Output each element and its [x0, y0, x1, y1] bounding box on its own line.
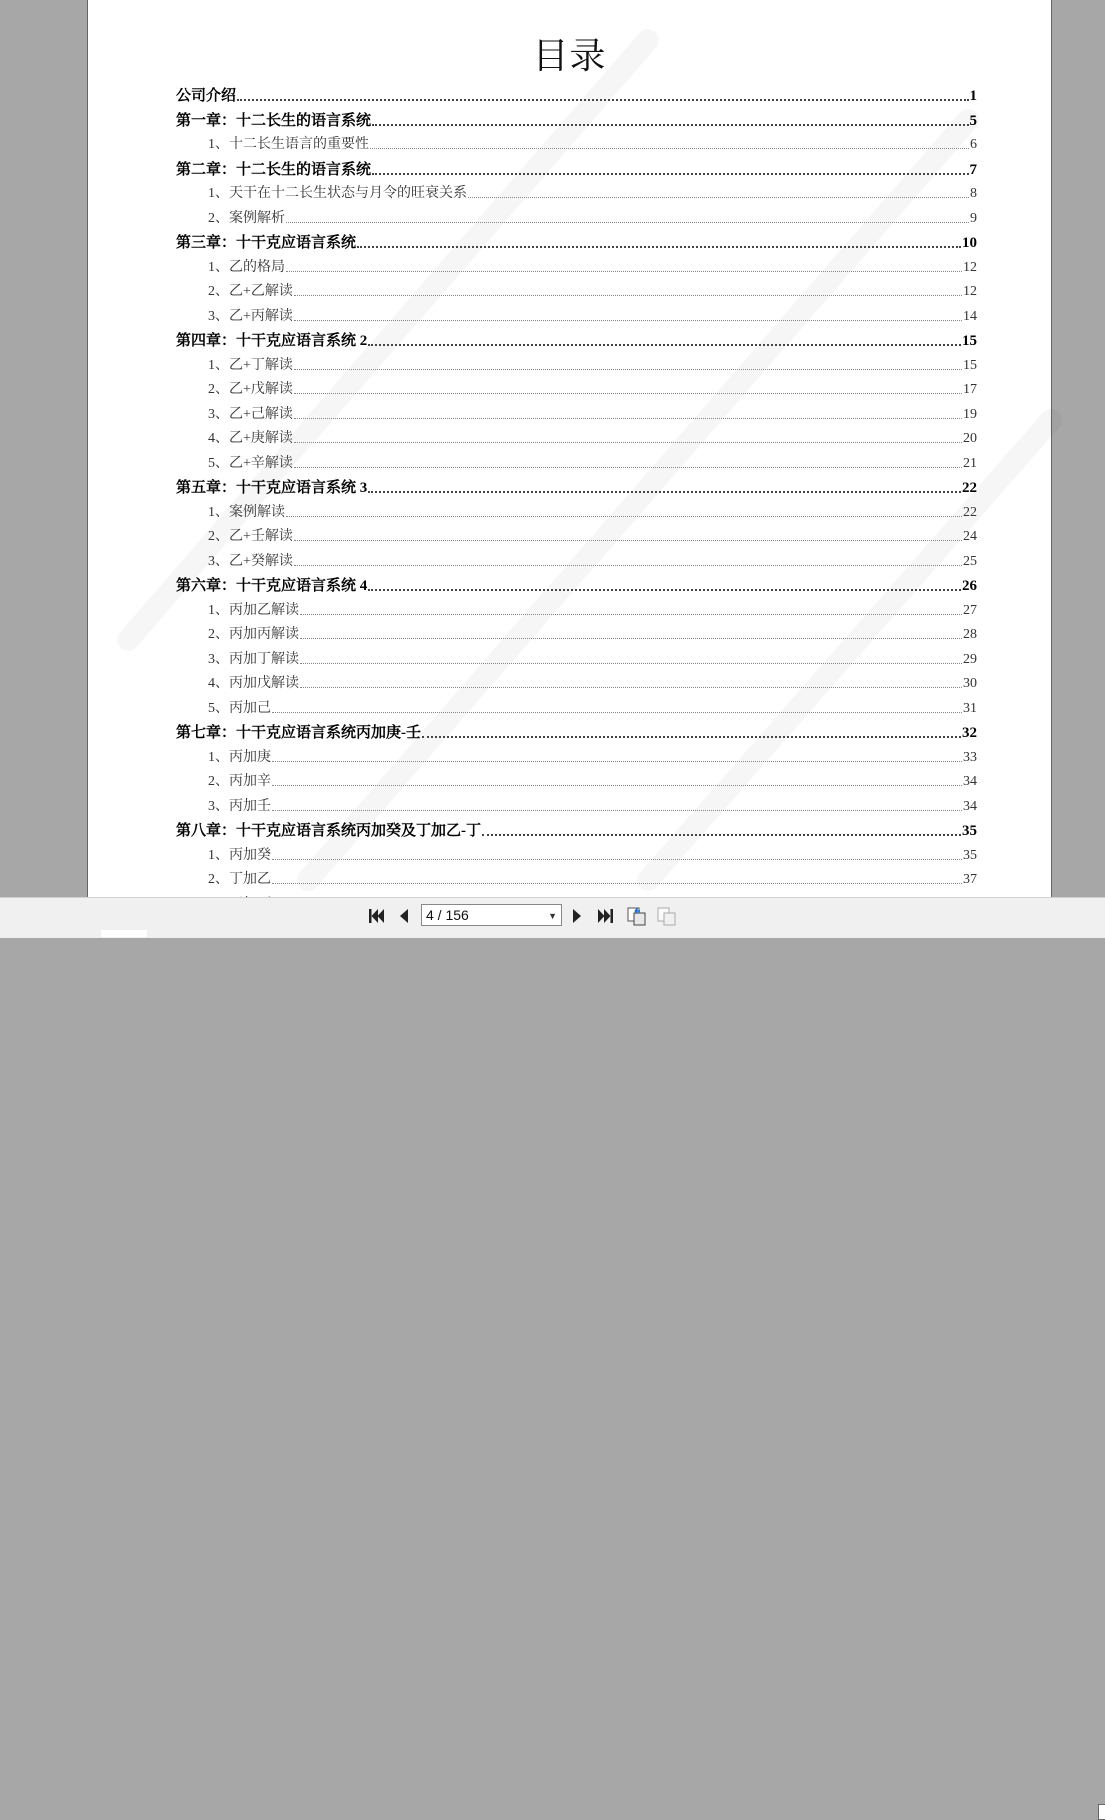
toc-page-number: 32 — [962, 725, 977, 741]
toc-section-entry[interactable] — [208, 452, 977, 472]
toc-leader-dots — [368, 344, 961, 346]
toc-section-entry[interactable] — [208, 501, 977, 521]
page-indicator: 4 / 156 — [426, 907, 469, 923]
toc-page-number: 30 — [963, 676, 977, 691]
toc-leader-dots — [368, 589, 961, 591]
toc-label: 2、乙+壬解读 — [208, 529, 293, 544]
toc-label: 3、丙加丁解读 — [208, 652, 299, 667]
next-page-button[interactable] — [569, 904, 585, 928]
toc-label: 第四章：十干克应语言系统 2 — [176, 333, 368, 349]
toc-leader-dots — [272, 883, 962, 884]
toc-page-number: 10 — [962, 235, 977, 251]
toc-section-entry[interactable] — [208, 207, 977, 227]
toc-label: 1、案例解读 — [208, 505, 285, 520]
toc-section-entry[interactable] — [208, 133, 977, 153]
toc-leader-dots — [272, 712, 962, 713]
toc-label: 公司介绍 — [176, 88, 237, 104]
sidebar-toggle-icon[interactable] — [1098, 1804, 1105, 1820]
toc-section-entry[interactable] — [208, 182, 977, 202]
first-page-button[interactable] — [366, 904, 386, 928]
toc-section-entry[interactable] — [208, 770, 977, 790]
toc-label: 5、乙+辛解读 — [208, 456, 293, 471]
toc-leader-dots — [286, 516, 962, 517]
toc-label: 5、丙加己 — [208, 701, 271, 716]
toc-leader-dots — [370, 148, 969, 149]
toc-leader-dots — [294, 442, 962, 443]
toc-page-number: 24 — [963, 529, 977, 544]
toc-chapter-entry[interactable] — [176, 231, 977, 252]
toc-chapter-entry[interactable] — [176, 721, 977, 742]
toc-page-number: 35 — [962, 823, 977, 839]
toc-section-entry[interactable] — [208, 672, 977, 692]
toc-leader-dots — [237, 99, 968, 101]
toc-chapter-entry[interactable] — [176, 158, 977, 179]
toc-leader-dots — [272, 761, 962, 762]
next-page-icon — [570, 907, 584, 925]
toc-leader-dots — [422, 736, 961, 738]
toc-page-number: 25 — [963, 554, 977, 569]
toc-leader-dots — [357, 246, 961, 248]
toc-page-number: 14 — [963, 309, 977, 324]
toc-label: 2、乙+戊解读 — [208, 382, 293, 397]
go-forward-button[interactable] — [656, 904, 678, 928]
toc-page-number: 8 — [970, 186, 977, 201]
toc-label: 1、丙加乙解读 — [208, 603, 299, 618]
toc-section-entry[interactable] — [208, 550, 977, 570]
toc-label: 3、乙+己解读 — [208, 407, 293, 422]
toc-section-entry[interactable] — [208, 305, 977, 325]
toc-page-number: 33 — [963, 750, 977, 765]
toc-page-number: 6 — [970, 137, 977, 152]
previous-page-button[interactable] — [396, 904, 412, 928]
toc-leader-dots — [482, 834, 961, 836]
toc-page-number: 37 — [963, 872, 977, 887]
first-page-icon — [367, 907, 385, 925]
document-page — [87, 0, 1052, 897]
toc-leader-dots — [368, 491, 961, 493]
toc-page-number: 5 — [969, 113, 977, 129]
toc-chapter-entry[interactable] — [176, 84, 977, 105]
toc-label: 3、乙+癸解读 — [208, 554, 293, 569]
toc-section-entry[interactable] — [208, 403, 977, 423]
previous-page-icon — [397, 907, 411, 925]
toc-label: 第五章：十干克应语言系统 3 — [176, 480, 368, 496]
toc-section-entry[interactable] — [208, 599, 977, 619]
toc-chapter-entry[interactable] — [176, 819, 977, 840]
toc-section-entry[interactable] — [208, 256, 977, 276]
toc-leader-dots — [294, 295, 962, 296]
toc-label: 1、乙+丁解读 — [208, 358, 293, 373]
toc-page-number: 26 — [962, 578, 977, 594]
toc-page-number: 21 — [963, 456, 977, 471]
toc-page-number: 19 — [963, 407, 977, 422]
toc-section-entry[interactable] — [208, 746, 977, 766]
toc-section-entry[interactable] — [208, 868, 977, 888]
toc-section-entry[interactable] — [208, 280, 977, 300]
toc-page-number: 12 — [963, 260, 977, 275]
toc-label: 4、丙加戊解读 — [208, 676, 299, 691]
toc-page-number: 1 — [969, 88, 977, 104]
status-tab — [101, 930, 147, 937]
toc-label: 3、乙+丙解读 — [208, 309, 293, 324]
toc-leader-dots — [294, 369, 962, 370]
chevron-down-icon: ▼ — [548, 911, 557, 921]
toc-leader-dots — [468, 197, 969, 198]
toc-label: 2、丙加丙解读 — [208, 627, 299, 642]
go-back-button[interactable] — [626, 904, 648, 928]
toc-page-number: 22 — [962, 480, 977, 496]
toc-leader-dots — [272, 859, 962, 860]
last-page-icon — [597, 907, 615, 925]
toc-page-number: 9 — [970, 211, 977, 226]
toc-chapter-entry[interactable] — [176, 574, 977, 595]
toc-page-number: 28 — [963, 627, 977, 642]
toc-label: 1、乙的格局 — [208, 260, 285, 275]
toc-label: 1、丙加癸 — [208, 848, 271, 863]
toc-page-number: 34 — [963, 799, 977, 814]
toc-section-entry[interactable] — [208, 623, 977, 643]
toc-page-number: 31 — [963, 701, 977, 716]
toc-label: 2、案例解析 — [208, 211, 285, 226]
toc-page-number: 20 — [963, 431, 977, 446]
toc-label: 第六章：十干克应语言系统 4 — [176, 578, 368, 594]
last-page-button[interactable] — [596, 904, 616, 928]
go-forward-icon — [656, 905, 678, 927]
toc-leader-dots — [286, 222, 969, 223]
toc-leader-dots — [294, 320, 962, 321]
toc-leader-dots — [300, 614, 962, 615]
toc-section-entry[interactable] — [208, 795, 977, 815]
toc-page-number: 29 — [963, 652, 977, 667]
toc-page-number: 15 — [963, 358, 977, 373]
toc-leader-dots — [294, 467, 962, 468]
toc-page-number: 7 — [969, 162, 977, 178]
toc-leader-dots — [372, 173, 968, 175]
viewer-toolbar — [0, 897, 1105, 938]
toc-leader-dots — [300, 638, 962, 639]
toc-section-entry[interactable] — [208, 525, 977, 545]
toc-leader-dots — [294, 418, 962, 419]
toc-page-number: 35 — [963, 848, 977, 863]
toc-chapter-entry[interactable] — [176, 329, 977, 350]
toc-section-entry[interactable] — [208, 697, 977, 717]
toc-leader-dots — [272, 810, 962, 811]
toc-page-number: 22 — [963, 505, 977, 520]
toc-leader-dots — [294, 565, 962, 566]
page-number-field[interactable] — [421, 904, 562, 926]
toc-page-number: 15 — [962, 333, 977, 349]
toc-page-number: 34 — [963, 774, 977, 789]
toc-label: 第八章：十干克应语言系统丙加癸及丁加乙-丁 — [176, 823, 481, 839]
toc-label: 1、天干在十二长生状态与月令的旺衰关系 — [208, 186, 467, 201]
toc-leader-dots — [294, 393, 962, 394]
toc-chapter-entry[interactable] — [176, 476, 977, 497]
toc-section-entry[interactable] — [208, 354, 977, 374]
toc-label: 第二章：十二长生的语言系统 — [176, 162, 372, 178]
toc-label: 2、乙+乙解读 — [208, 284, 293, 299]
toc-page-number: 27 — [963, 603, 977, 618]
toc-label: 第三章：十干克应语言系统 — [176, 235, 357, 251]
toc-leader-dots — [286, 271, 962, 272]
toc-section-entry[interactable] — [208, 378, 977, 398]
page-title: 目录 — [532, 36, 607, 77]
toc-page-number: 12 — [963, 284, 977, 299]
toc-label: 第七章：十干克应语言系统丙加庚-壬 — [176, 725, 421, 741]
toc-label: 1、十二长生语言的重要性 — [208, 137, 369, 152]
toc-label: 2、丙加辛 — [208, 774, 271, 789]
toc-chapter-entry[interactable] — [176, 109, 977, 130]
go-back-icon — [626, 905, 648, 927]
toc-section-entry[interactable] — [208, 648, 977, 668]
toc-section-entry[interactable] — [208, 844, 977, 864]
toc-leader-dots — [300, 663, 962, 664]
toc-page-number: 17 — [963, 382, 977, 397]
toc-leader-dots — [272, 785, 962, 786]
toc-leader-dots — [294, 540, 962, 541]
toc-leader-dots — [300, 687, 962, 688]
toc-label: 4、乙+庚解读 — [208, 431, 293, 446]
toc-label: 2、丁加乙 — [208, 872, 271, 887]
toc-leader-dots — [372, 124, 968, 126]
toc-section-entry[interactable] — [208, 427, 977, 447]
toc-label: 1、丙加庚 — [208, 750, 271, 765]
toc-label: 3、丙加壬 — [208, 799, 271, 814]
toc-label: 第一章：十二长生的语言系统 — [176, 113, 372, 129]
